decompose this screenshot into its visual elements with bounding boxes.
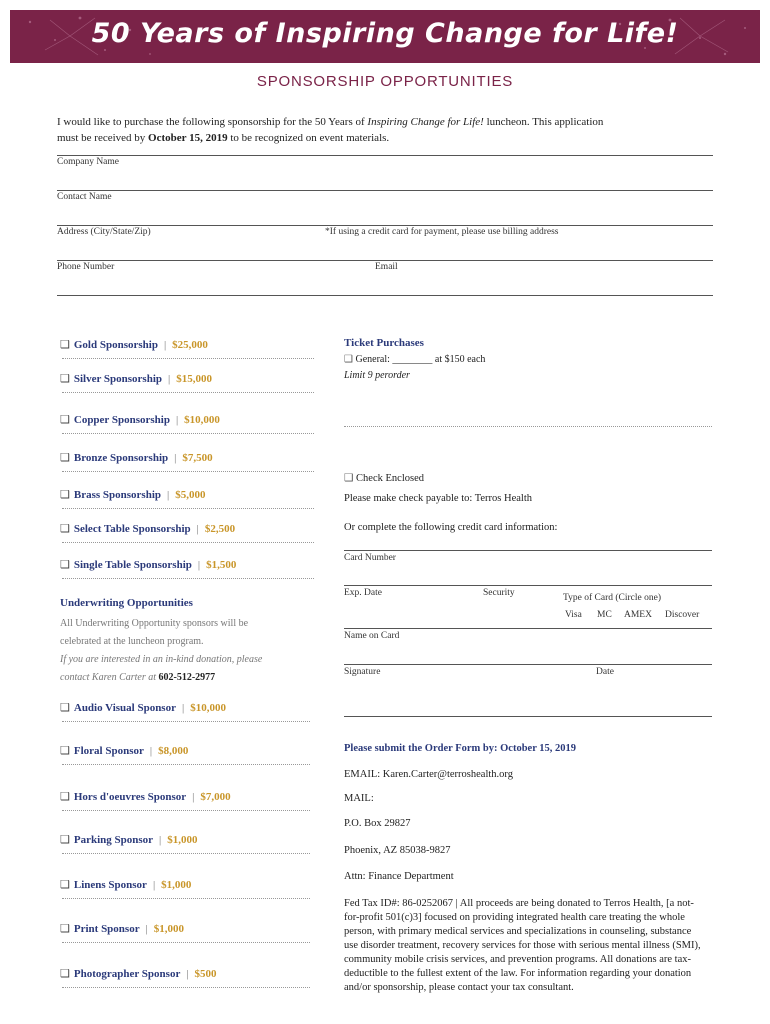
option-price: $500	[194, 968, 217, 980]
option-price: $10,000	[190, 702, 226, 714]
sponsorship-option[interactable]	[60, 558, 236, 571]
submit-attn: Attn: Finance Department	[344, 871, 454, 882]
sponsorship-option[interactable]	[60, 744, 188, 757]
ticket-divider	[344, 426, 712, 427]
underwriting-note: All Underwriting Opportunity sponsors will be celebrated at the luncheon program. If you are interested in an in-kind donation, please contact Karen Carter at 602-512-2977	[60, 618, 263, 683]
separator: |	[163, 339, 167, 351]
separator: |	[192, 791, 195, 803]
contact-name-line[interactable]	[57, 190, 713, 191]
sponsorship-option[interactable]	[60, 878, 191, 891]
dotted-divider	[62, 987, 310, 988]
dotted-divider	[62, 471, 314, 472]
option-name: Linens Sponsor	[73, 879, 147, 891]
dotted-divider	[62, 578, 314, 579]
separator: |	[175, 414, 179, 426]
checkbox-icon[interactable]: ❑	[60, 834, 70, 846]
option-price: $15,000	[176, 373, 212, 385]
signature-line[interactable]	[344, 716, 712, 717]
contact-name-label: Contact Name	[57, 192, 112, 202]
name-on-card-top-line	[344, 628, 712, 629]
dotted-divider	[62, 721, 310, 722]
option-name: Gold Sponsorship	[73, 339, 158, 351]
submit-mail-label: MAIL:	[344, 793, 374, 804]
separator: |	[152, 879, 156, 891]
checkbox-icon[interactable]: ❑	[60, 702, 70, 714]
dotted-divider	[62, 764, 310, 765]
submit-heading: Please submit the Order Form by: October 15, 2019	[344, 743, 577, 754]
check-payable-text: Please make check payable to: Terros Health	[344, 493, 532, 504]
submit-po-box: P.O. Box 29827	[344, 818, 411, 829]
credit-card-intro: Or complete the following credit card information:	[344, 522, 558, 533]
separator: |	[196, 523, 199, 535]
checkbox-icon[interactable]: ❑	[60, 523, 70, 535]
underwriting-heading: Underwriting Opportunities	[60, 597, 193, 609]
card-number-line[interactable]	[344, 550, 712, 551]
separator: |	[168, 373, 171, 385]
checkbox-icon[interactable]: ❑	[60, 879, 70, 891]
email-label: Email	[375, 262, 398, 272]
separator: |	[197, 559, 201, 571]
sponsorship-option[interactable]	[60, 790, 231, 803]
address-line[interactable]	[57, 225, 713, 226]
exp-security-line[interactable]	[344, 585, 712, 586]
sponsorship-option[interactable]	[60, 413, 220, 426]
card-type-mc[interactable]: MC	[597, 610, 612, 620]
banner-title: 50 Years of Inspiring Change for Life!	[91, 18, 679, 49]
dotted-divider	[62, 810, 310, 811]
option-name: Parking Sponsor	[73, 834, 154, 846]
checkbox-icon[interactable]: ❑	[60, 745, 70, 757]
general-ticket-field[interactable]: ❑ General: ________ at $150 each	[344, 354, 486, 365]
option-name: Silver Sponsorship	[73, 373, 163, 385]
option-price: $7,000	[200, 791, 231, 803]
option-price: $7,500	[182, 452, 213, 464]
page-subtitle: SPONSORSHIP OPPORTUNITIES	[256, 73, 514, 90]
checkbox-icon[interactable]: ❑	[60, 923, 70, 935]
card-type-discover[interactable]: Discover	[665, 610, 700, 620]
option-price: $8,000	[158, 745, 189, 757]
option-name: Select Table Sponsorship	[73, 523, 191, 535]
dotted-divider	[62, 358, 314, 359]
intro-text: I would like to purchase the following sponsorship for the 50 Years of Inspiring Change for Life! luncheon. This application must be received by October 15, 2019 to be recognized on event materials.	[57, 116, 604, 144]
billing-note: *If using a credit card for payment, please use billing address	[325, 227, 559, 237]
company-name-label: Company Name	[57, 157, 120, 167]
checkbox-icon[interactable]: ❑	[60, 339, 70, 351]
name-on-card-line[interactable]	[344, 664, 712, 665]
sponsorship-option[interactable]	[60, 488, 205, 501]
submit-city: Phoenix, AZ 85038-9827	[344, 845, 451, 856]
separator: |	[149, 745, 153, 757]
card-type-visa[interactable]: Visa	[565, 610, 582, 620]
checkbox-icon[interactable]: ❑	[344, 354, 353, 365]
separator: |	[167, 489, 170, 501]
checkbox-icon[interactable]: ❑	[60, 452, 70, 464]
separator: |	[145, 923, 148, 935]
tax-disclaimer: Fed Tax ID#: 86-0252067 | All proceeds are being donated to Terros Health, [a not-for-profit 501(c)3] focused on providing integrated health care treating the whole person, with primary medical services and specializations in counseling, substance use disorder treatment, recovery services for those with serious mental illness (SMI), community mobile crisis services, and prevention programs. All donations are tax-deductible to the fullest extent of the law. For information regarding your donation and/or sponsorship, please contact your tax consultant.	[344, 898, 701, 993]
option-price: $1,000	[153, 923, 185, 935]
option-name: Brass Sponsorship	[73, 489, 161, 501]
option-price: $10,000	[184, 414, 220, 426]
sponsorship-option[interactable]	[60, 701, 226, 714]
option-price: $1,000	[161, 879, 192, 891]
name-on-card-label: Name on Card	[344, 631, 400, 641]
company-name-line[interactable]	[57, 155, 713, 156]
address-label: Address (City/State/Zip)	[57, 227, 151, 237]
option-name: Photographer Sponsor	[73, 968, 181, 980]
phone-email-line[interactable]	[57, 260, 713, 261]
sponsorship-option[interactable]	[60, 372, 212, 385]
dotted-divider	[62, 433, 314, 434]
dotted-divider	[62, 853, 310, 854]
option-name: Floral Sponsor	[73, 745, 144, 757]
security-label: Security	[483, 588, 515, 598]
separator: |	[159, 834, 162, 846]
option-price: $1,000	[167, 834, 198, 846]
checkbox-icon[interactable]: ❑	[60, 791, 70, 803]
sponsorship-option[interactable]	[60, 338, 208, 351]
checkbox-icon[interactable]: ❑	[344, 473, 354, 484]
sponsorship-option[interactable]	[60, 833, 198, 846]
sponsorship-option[interactable]	[60, 967, 217, 980]
option-name: Audio Visual Sponsor	[73, 702, 176, 714]
dotted-divider	[62, 508, 314, 509]
dotted-divider	[62, 542, 314, 543]
separator: |	[174, 452, 177, 464]
sponsorship-option[interactable]	[60, 922, 184, 935]
sponsorship-option[interactable]	[60, 522, 235, 535]
dotted-divider	[62, 898, 310, 899]
checkbox-icon[interactable]: ❑	[60, 559, 70, 571]
separator: |	[186, 968, 189, 980]
ticket-heading: Ticket Purchases	[344, 337, 424, 349]
card-type-label: Type of Card (Circle one)	[563, 593, 661, 603]
dotted-divider	[62, 392, 314, 393]
check-enclosed-option[interactable]: ❑ Check Enclosed	[344, 473, 424, 484]
option-name: Hors d'oeuvres Sponsor	[73, 791, 187, 803]
option-price: $25,000	[172, 339, 208, 351]
dotted-divider	[62, 942, 310, 943]
option-price: $1,500	[206, 559, 237, 571]
bottom-contact-line[interactable]	[57, 295, 713, 296]
checkbox-icon[interactable]: ❑	[60, 373, 70, 385]
submit-email: EMAIL: Karen.Carter@terroshealth.org	[344, 769, 513, 780]
card-type-amex[interactable]: AMEX	[624, 610, 652, 620]
option-price: $2,500	[204, 523, 236, 535]
sponsorship-option[interactable]	[60, 451, 213, 464]
option-name: Copper Sponsorship	[73, 414, 170, 426]
option-name: Bronze Sponsorship	[73, 452, 169, 464]
ticket-limit: Limit 9 perorder	[344, 370, 410, 381]
checkbox-icon[interactable]: ❑	[60, 489, 70, 501]
option-price: $5,000	[175, 489, 206, 501]
signature-label: Signature	[344, 667, 381, 677]
checkbox-icon[interactable]: ❑	[60, 968, 70, 980]
header-banner	[10, 10, 760, 63]
card-number-label: Card Number	[344, 553, 396, 563]
separator: |	[181, 702, 185, 714]
checkbox-icon[interactable]: ❑	[60, 414, 70, 426]
option-name: Print Sponsor	[73, 923, 140, 935]
phone-label: Phone Number	[57, 262, 115, 272]
option-name: Single Table Sponsorship	[73, 559, 192, 571]
date-label: Date	[596, 667, 614, 677]
exp-date-label: Exp. Date	[344, 588, 382, 598]
